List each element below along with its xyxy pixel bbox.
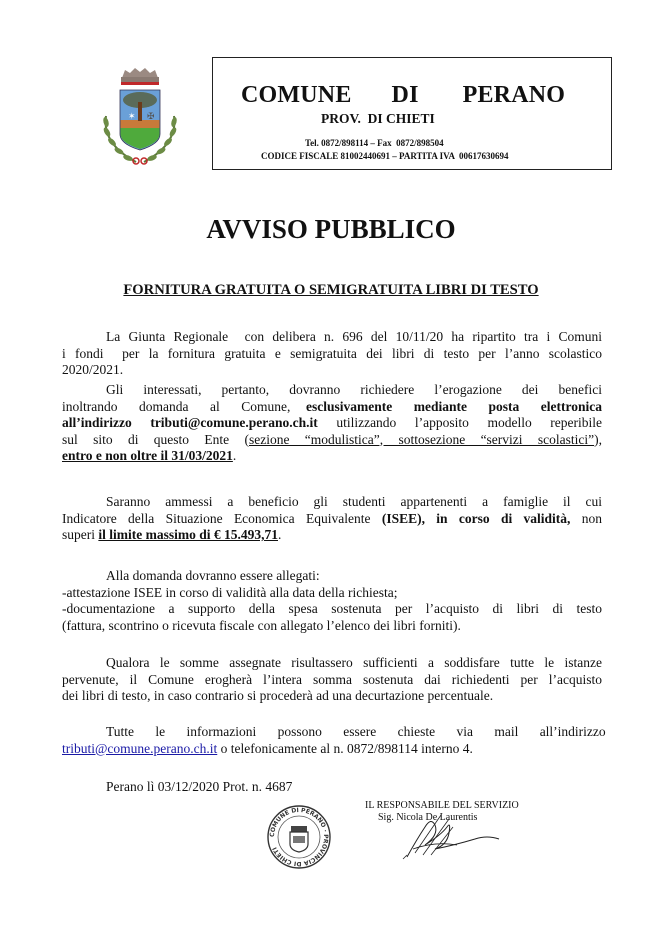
email-link[interactable]: tributi@comune.perano.ch.it xyxy=(62,740,218,756)
svg-text:✠: ✠ xyxy=(147,112,155,122)
municipality-name xyxy=(241,82,565,109)
signer-name: Sig. Nicola De Laurentis xyxy=(378,812,478,823)
text-line: . xyxy=(232,448,237,463)
text-line: . xyxy=(278,527,282,542)
bold-email-text: all’indirizzo tributi@comune.perano.ch.it xyxy=(62,415,318,430)
notice-title: AVVISO PUBBLICO xyxy=(206,214,456,244)
list-item: (fattura, scontrino o ricevuta fiscale con allegato l’elenco dei libri forniti). xyxy=(62,617,461,633)
text-line: i fondi per la fornitura gratuita e semigratuita dei libri di testo per l’anno scolastico xyxy=(62,345,602,361)
text-line: Saranno ammessi a beneficio gli studenti appartenenti a famiglie il cui xyxy=(106,494,602,509)
official-stamp-icon xyxy=(266,804,332,870)
text-line: inoltrando domanda al Comune, xyxy=(62,398,291,414)
isee-limit-text: il limite massimo di € 15.493,71 xyxy=(98,527,278,542)
date-protocol xyxy=(62,779,602,796)
contacts: Tel. 0872/898114 – Fax 0872/898504 xyxy=(305,138,444,148)
deadline-text: entro e non oltre il 31/03/2021 xyxy=(62,448,233,463)
svg-text:✶: ✶ xyxy=(128,112,136,122)
underlined-text: sezione “modulistica”, sottosezione “servizi scolastici” xyxy=(248,431,595,447)
list-item: -documentazione a supporto della spesa sostenuta per l’acquisto di libri di testo xyxy=(62,601,602,616)
text-line: dei libri di testo, in caso contrario si procederà ad una decurtazione percentuale. xyxy=(62,688,494,703)
title-word: DI xyxy=(391,82,419,108)
text-line: o telefonicamente al n. 0872/898114 interno 4. xyxy=(220,740,473,756)
handwritten-signature-icon xyxy=(395,805,505,865)
text-line: non xyxy=(581,510,603,526)
text-line: Indicatore della Situazione Economica Equivalente xyxy=(62,510,371,526)
paragraph-contacts xyxy=(62,724,606,757)
paragraph-allocation xyxy=(62,655,602,705)
paragraph-eligibility xyxy=(62,494,602,544)
stamp-text: COMUNE DI PERANO · PROVINCIA DI CHIETI xyxy=(268,806,330,868)
paragraph-funding xyxy=(62,329,602,379)
signer-role: IL RESPONSABILE DEL SERVIZIO xyxy=(365,800,519,811)
date-protocol-text: Perano lì 03/12/2020 Prot. n. 4687 xyxy=(106,779,293,794)
title-word: PERANO xyxy=(462,82,566,108)
text-line: sul sito di questo Ente ( xyxy=(62,431,249,447)
paragraph-application xyxy=(62,382,602,465)
text-line: superi xyxy=(62,527,95,542)
text-line: Qualora le somme assegnate risultassero sufficienti a soddisfare tutte le istanze xyxy=(106,655,602,670)
title-word: COMUNE xyxy=(241,82,352,108)
text-line: pervenute, il Comune erogherà l’intera somma sostenuta dai richiedenti per l’acquisto xyxy=(62,671,602,687)
letterhead-box xyxy=(212,57,612,170)
text-line: Tutte le informazioni possono essere chieste via mail all’indirizzo xyxy=(106,724,606,739)
text-line: ), xyxy=(594,431,602,447)
bold-text: (ISEE), in corso di validità, xyxy=(381,510,571,526)
text-line: utilizzando l’apposito modello reperibile xyxy=(336,415,602,430)
list-item: -attestazione ISEE in corso di validità alla data della richiesta; xyxy=(62,584,398,600)
notice-subtitle: FORNITURA GRATUITA O SEMIGRATUITA LIBRI DI TESTO xyxy=(123,282,539,298)
bold-text: esclusivamente mediante posta elettronica xyxy=(305,398,602,414)
text-line: Gli interessati, pertanto, dovranno richiedere l’erogazione dei benefici xyxy=(106,382,602,397)
province: PROV. DI CHIETI xyxy=(321,111,435,126)
text-line: Alla domanda dovranno essere allegati: xyxy=(106,568,320,583)
text-line: La Giunta Regionale con delibera n. 696 del 10/11/20 ha ripartito tra i Comuni xyxy=(106,329,602,344)
paragraph-attachments xyxy=(62,568,602,634)
fiscal-codes: CODICE FISCALE 81002440691 – PARTITA IVA 00617630694 xyxy=(261,151,509,161)
coat-of-arms-icon xyxy=(92,64,188,168)
text-line: 2020/2021. xyxy=(62,362,124,377)
